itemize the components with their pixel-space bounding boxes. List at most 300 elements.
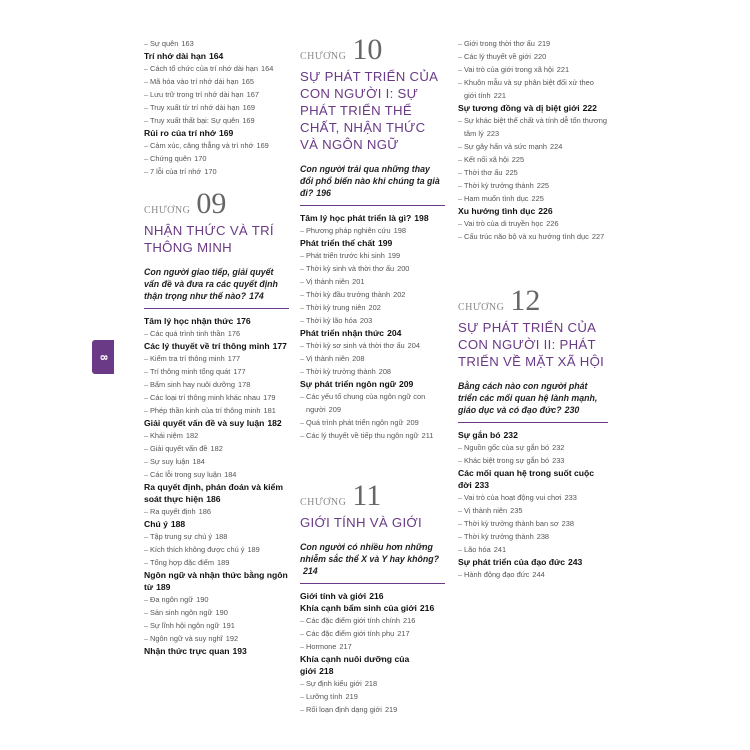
toc-subentry	[144, 606, 289, 619]
entry-page: 179	[263, 393, 276, 402]
entry-text: Các lý thuyết về trí thông minh	[144, 341, 270, 351]
entry-page: 190	[196, 595, 209, 604]
entry-text: Lưỡng tính	[306, 692, 343, 701]
toc-section-title	[300, 602, 445, 614]
chapter-title: NHẬN THỨC VÀ TRÍ THÔNG MINH	[144, 223, 274, 255]
toc-list	[458, 429, 608, 581]
toc-subentry	[144, 505, 289, 518]
toc-section-title	[458, 467, 608, 491]
entry-text: Vai trò của hoạt động vui chơi	[464, 493, 562, 502]
question-page: 174	[249, 291, 264, 301]
entry-text: Xu hướng tình dục	[458, 206, 536, 216]
entry-page: 219	[537, 39, 551, 48]
entry-text: Các loại trí thông minh khác nhau	[150, 393, 261, 402]
toc-subentry	[144, 455, 289, 468]
entry-page: 189	[217, 558, 230, 567]
entry-page: 193	[232, 646, 247, 656]
entry-page: 202	[393, 290, 406, 299]
entry-page: 186	[206, 494, 221, 504]
chapter-number: 10	[352, 33, 383, 66]
entry-page: 243	[568, 557, 583, 567]
entry-text: Sự gây hấn và sức mạnh	[464, 142, 548, 151]
entry-text: Cấu trúc não bộ và xu hướng tình dục	[464, 232, 589, 241]
entry-text: Vai trò của di truyền học	[464, 219, 544, 228]
chapter-heading	[458, 284, 608, 317]
entry-page: 232	[503, 430, 518, 440]
entry-page: 225	[531, 194, 544, 203]
toc-list	[300, 212, 445, 442]
entry-text: Các quá trình tinh thần	[150, 329, 225, 338]
entry-text: Phát triển trước khi sinh	[306, 251, 385, 260]
chapter-09	[144, 187, 289, 309]
chapter-heading	[300, 479, 445, 512]
entry-page: 176	[227, 329, 241, 338]
entry-text: Truy xuất thất bại: Sự quên	[150, 116, 240, 125]
entry-page: 218	[364, 679, 378, 688]
toc-subentry	[300, 339, 445, 352]
entry-text: Nhận thức trực quan	[144, 646, 230, 656]
toc-subentry	[458, 230, 608, 243]
toc-subentry	[144, 556, 289, 569]
entry-page: 224	[550, 142, 563, 151]
entry-text: Phương pháp nghiên cứu	[306, 226, 391, 235]
toc-subentry	[458, 63, 608, 76]
entry-text: Rối loạn định dạng giới	[306, 705, 382, 714]
toc-subentry	[300, 314, 445, 327]
entry-page: 209	[328, 405, 342, 414]
entry-text: Chú ý	[144, 519, 168, 529]
entry-text: Thời kỳ trưởng thành	[464, 181, 534, 190]
entry-text: Tập trung sự chú ý	[150, 532, 213, 541]
entry-text: Thời kỳ lão hóa	[306, 316, 357, 325]
toc-subentry	[300, 640, 445, 653]
entry-page: 170	[194, 154, 207, 163]
entry-text: Thời kỳ trưởng thành ban sơ	[464, 519, 559, 528]
entry-page: 217	[339, 642, 352, 651]
entry-page: 199	[387, 251, 401, 260]
page-number: 8	[97, 354, 109, 360]
entry-page: 216	[403, 616, 416, 625]
toc-subentry	[458, 192, 608, 205]
entry-text: Rủi ro của trí nhớ	[144, 128, 216, 138]
entry-page: 208	[378, 367, 392, 376]
entry-page: 217	[397, 629, 410, 638]
toc-section-title	[300, 653, 445, 677]
entry-text: Ham muốn tình dục	[464, 194, 529, 203]
toc-subentry	[144, 543, 289, 556]
entry-text: Các lý thuyết về tiếp thu ngôn ngữ	[306, 431, 419, 440]
toc-subentry	[144, 88, 289, 101]
entry-page: 216	[419, 603, 435, 613]
entry-text: Các đặc điểm giới tính chính	[306, 616, 400, 625]
toc-subentry	[458, 153, 608, 166]
entry-text: Sự lĩnh hội ngôn ngữ	[150, 621, 220, 630]
chapter-heading	[300, 33, 445, 66]
toc-subentry	[458, 114, 608, 140]
entry-text: Sự gắn bó	[458, 430, 501, 440]
entry-text: Các lý thuyết về giới	[464, 52, 531, 61]
entry-page: 220	[533, 52, 547, 61]
entry-text: Nguồn gốc của sự gắn bó	[464, 443, 550, 452]
entry-page: 233	[552, 456, 565, 465]
toc-list	[144, 315, 289, 657]
entry-page: 184	[224, 470, 237, 479]
entry-text: Thời kỳ đầu trưởng thành	[306, 290, 391, 299]
entry-text: Giới tính và giới	[300, 591, 367, 601]
entry-text: Vị thành niên	[306, 354, 350, 363]
chapter-question	[300, 163, 445, 206]
toc-subentry	[458, 454, 608, 467]
toc-column-3	[458, 36, 608, 585]
entry-page: 225	[511, 155, 525, 164]
entry-page: 202	[368, 303, 381, 312]
chapter-10	[300, 33, 445, 206]
toc-subentry	[300, 703, 445, 716]
entry-page: 222	[582, 103, 597, 113]
entry-text: Thời thơ ấu	[464, 168, 503, 177]
toc-subentry	[458, 217, 608, 230]
entry-text: Khía cạnh bẩm sinh của giới	[300, 603, 417, 613]
chapter-word: CHƯƠNG	[300, 51, 347, 62]
toc-section-title	[458, 429, 608, 441]
chapter-12	[458, 284, 608, 423]
toc-subentry	[144, 365, 289, 378]
toc-subentry	[144, 139, 289, 152]
entry-text: Khác biệt trong sự gắn bó	[464, 456, 550, 465]
toc-subentry	[300, 352, 445, 365]
entry-text: Lão hóa	[464, 545, 491, 554]
entry-text: Sự phát triển của đạo đức	[458, 557, 565, 567]
toc-section-title	[458, 102, 608, 114]
toc-subentry	[300, 301, 445, 314]
toc-section-title	[300, 237, 445, 249]
entry-text: Trí thông minh tổng quát	[150, 367, 231, 376]
toc-subentry	[300, 416, 445, 429]
entry-page: 167	[246, 90, 259, 99]
toc-subentry	[458, 37, 608, 50]
toc-section-title	[144, 417, 289, 429]
toc-section-title	[300, 212, 445, 224]
toc-subentry	[144, 391, 289, 404]
chapter-word: CHƯƠNG	[144, 205, 191, 216]
toc-section-title	[144, 50, 289, 62]
entry-page: 188	[215, 532, 228, 541]
toc-section-title	[144, 569, 289, 593]
entry-page: 221	[556, 65, 570, 74]
toc-section-title	[144, 315, 289, 327]
toc-subentry	[300, 249, 445, 262]
entry-text: Cảm xúc, căng thẳng và trí nhớ	[150, 141, 254, 150]
toc-column-2	[300, 33, 445, 720]
toc-subentry	[300, 677, 445, 690]
entry-page: 199	[377, 238, 393, 248]
question-text: Con người trải qua những thay đổi phổ biến nào khi chúng ta già đi?	[300, 164, 440, 198]
entry-text: Sự tương đồng và dị biệt giới	[458, 103, 580, 113]
entry-page: 177	[233, 367, 246, 376]
entry-text: Vai trò của giới trong xã hội	[464, 65, 554, 74]
question-text: Con người giao tiếp, giải quyết vấn đề và đưa ra các quyết định thận trọng như thế nào?	[144, 267, 278, 301]
toc-subentry	[144, 352, 289, 365]
entry-page: 238	[561, 519, 575, 528]
entry-page: 164	[260, 64, 274, 73]
toc-subentry	[458, 50, 608, 63]
chapter-heading	[144, 187, 289, 220]
question-page: 196	[316, 188, 331, 198]
entry-text: Bẩm sinh hay nuôi dưỡng	[150, 380, 235, 389]
entry-page: 209	[399, 379, 414, 389]
entry-page: 241	[493, 545, 507, 554]
entry-page: 178	[237, 380, 251, 389]
chapter-11	[300, 479, 445, 584]
entry-page: 219	[345, 692, 358, 701]
toc-section-title	[144, 645, 289, 657]
toc-subentry	[458, 441, 608, 454]
entry-text: Thời kỳ trưởng thành	[306, 367, 376, 376]
toc-subentry	[458, 179, 608, 192]
entry-page: 233	[564, 493, 577, 502]
entry-text: Giải quyết vấn đề và suy luận	[144, 418, 265, 428]
entry-text: Tổng hợp đặc điểm	[150, 558, 215, 567]
entry-text: Ngôn ngữ và nhận thức bằng ngôn từ	[144, 570, 288, 592]
entry-text: Sản sinh ngôn ngữ	[150, 608, 213, 617]
toc-subentry	[300, 288, 445, 301]
entry-text: 7 lỗi của trí nhớ	[150, 167, 202, 176]
toc-subentry	[144, 632, 289, 645]
entry-page: 165	[241, 77, 255, 86]
toc-subentry	[458, 140, 608, 153]
entry-page: 182	[185, 431, 199, 440]
toc-subentry	[144, 101, 289, 114]
entry-page: 219	[384, 705, 398, 714]
chapter-question	[144, 266, 289, 309]
entry-page: 226	[538, 206, 553, 216]
entry-page: 200	[397, 264, 410, 273]
entry-text: Các yếu tố chung của ngôn ngữ con người	[306, 392, 426, 414]
toc-subentry	[144, 593, 289, 606]
entry-text: Sự phát triển ngôn ngữ	[300, 379, 396, 389]
entry-page: 198	[414, 213, 429, 223]
entry-page: 208	[352, 354, 365, 363]
toc-column-1	[144, 36, 289, 661]
toc-section-title	[458, 205, 608, 217]
chapter-title: GIỚI TÍNH VÀ GIỚI	[300, 515, 422, 530]
toc-subentry	[300, 224, 445, 237]
entry-page: 163	[181, 39, 194, 48]
entry-text: Quá trình phát triển ngôn ngữ	[306, 418, 404, 427]
toc-subentry	[458, 166, 608, 179]
entry-text: Thời kỳ sinh và thời thơ ấu	[306, 264, 395, 273]
entry-text: Sự suy luận	[150, 457, 190, 466]
entry-page: 225	[505, 168, 518, 177]
entry-page: 226	[546, 219, 559, 228]
chapter-number: 12	[510, 284, 541, 317]
entry-page: 192	[225, 634, 239, 643]
toc-subentry	[144, 114, 289, 127]
entry-page: 225	[536, 181, 550, 190]
entry-page: 169	[242, 103, 255, 112]
toc-subentry	[144, 468, 289, 481]
entry-page: 189	[247, 545, 260, 554]
entry-page: 169	[219, 128, 234, 138]
entry-text: Hành động đạo đức	[464, 570, 530, 579]
entry-page: 223	[486, 129, 500, 138]
entry-text: Thời kỳ trưởng thành	[464, 532, 534, 541]
entry-page: 235	[510, 506, 523, 515]
entry-page: 203	[359, 316, 373, 325]
entry-text: Khía cạnh nuôi dưỡng của giới	[300, 654, 410, 676]
question-page: 214	[303, 566, 318, 576]
entry-text: Lưu trữ trong trí nhớ dài hạn	[150, 90, 244, 99]
entry-text: Các đặc điểm giới tính phụ	[306, 629, 395, 638]
toc-list	[144, 37, 289, 178]
toc-subentry	[300, 262, 445, 275]
entry-page: 190	[215, 608, 228, 617]
entry-text: Tâm lý học nhận thức	[144, 316, 234, 326]
entry-page: 177	[227, 354, 241, 363]
question-page: 230	[564, 405, 580, 415]
toc-subentry	[300, 275, 445, 288]
toc-subentry	[300, 365, 445, 378]
entry-page: 188	[170, 519, 186, 529]
chapter-title: SỰ PHÁT TRIỂN CỦA CON NGƯỜI II: PHÁT TRIỂN VỀ MẶT XÃ HỘI	[458, 320, 605, 369]
page-number-tab	[92, 340, 114, 374]
entry-text: Phát triển nhận thức	[300, 328, 385, 338]
toc-subentry	[458, 76, 608, 102]
entry-text: Trí nhớ dài hạn	[144, 51, 206, 61]
entry-page: 186	[198, 507, 211, 516]
toc-subentry	[144, 165, 289, 178]
entry-text: Ra quyết định	[150, 507, 196, 516]
toc-section-title	[300, 327, 445, 339]
toc-subentry	[458, 530, 608, 543]
question-text: Con người có nhiều hơn những nhiễm sắc thể X và Y hay không?	[300, 542, 440, 564]
entry-page: 164	[208, 51, 224, 61]
toc-subentry	[458, 568, 608, 581]
entry-text: Giới trong thời thơ ấu	[464, 39, 535, 48]
entry-page: 169	[242, 116, 255, 125]
toc-section-title	[144, 481, 289, 505]
toc-subentry	[144, 442, 289, 455]
entry-text: Phát triển thể chất	[300, 238, 375, 248]
toc-subentry	[300, 614, 445, 627]
toc-subentry	[300, 429, 445, 442]
entry-page: 204	[407, 341, 421, 350]
chapter-number: 11	[352, 479, 382, 512]
toc-subentry	[144, 327, 289, 340]
entry-text: Ngôn ngữ và suy nghĩ	[150, 634, 223, 643]
entry-text: Truy xuất từ trí nhớ dài hạn	[150, 103, 240, 112]
entry-page: 176	[236, 316, 251, 326]
entry-page: 170	[204, 167, 217, 176]
entry-page: 169	[256, 141, 269, 150]
entry-page: 201	[352, 277, 365, 286]
entry-page: 182	[210, 444, 223, 453]
toc-subentry	[144, 429, 289, 442]
entry-page: 184	[192, 457, 205, 466]
chapter-word: CHƯƠNG	[300, 497, 347, 508]
toc-subentry	[144, 530, 289, 543]
entry-page: 216	[369, 591, 384, 601]
entry-page: 221	[493, 91, 506, 100]
toc-subentry	[458, 517, 608, 530]
entry-text: Tâm lý học phát triển là gì?	[300, 213, 412, 223]
entry-page: 181	[263, 406, 276, 415]
chapter-question	[300, 541, 445, 584]
entry-text: Các lỗi trong suy luận	[150, 470, 222, 479]
toc-subentry	[144, 75, 289, 88]
entry-text: Đa ngôn ngữ	[150, 595, 194, 604]
entry-text: Vị thành niên	[464, 506, 508, 515]
entry-page: 204	[387, 328, 402, 338]
entry-page: 189	[156, 582, 171, 592]
entry-text: Các mối quan hệ trong suốt cuộc đời	[458, 468, 595, 490]
entry-text: Ra quyết định, phán đoán và kiểm soát thực hiện	[144, 482, 283, 504]
entry-page: 177	[272, 341, 287, 351]
chapter-number: 09	[196, 187, 227, 220]
entry-page: 244	[532, 570, 545, 579]
toc-subentry	[144, 152, 289, 165]
toc-subentry	[300, 390, 445, 416]
entry-text: Sự khác biệt thể chất và tính dễ tổn thương tâm lý	[464, 116, 607, 138]
entry-page: 238	[536, 532, 550, 541]
toc-section-title	[300, 378, 445, 390]
entry-text: Khuôn mẫu và sự phân biệt đối xử theo giới tính	[464, 78, 594, 100]
toc-list	[300, 590, 445, 716]
entry-text: Vị thành niên	[306, 277, 350, 286]
toc-section-title	[144, 340, 289, 352]
entry-text: Kết nối xã hội	[464, 155, 509, 164]
entry-page: 218	[319, 666, 334, 676]
toc-section-title	[144, 127, 289, 139]
entry-page: 198	[393, 226, 406, 235]
question-text: Bằng cách nào con người phát triển các mối quan hệ lành mạnh, giáo dục và có đạo đức?	[458, 381, 598, 415]
entry-page: 233	[474, 480, 490, 490]
toc-list	[458, 37, 608, 243]
entry-text: Hormone	[306, 642, 337, 651]
entry-text: Giải quyết vấn đề	[150, 444, 208, 453]
toc-subentry	[144, 619, 289, 632]
toc-section-title	[144, 518, 289, 530]
entry-text: Phép thần kinh của trí thông minh	[150, 406, 261, 415]
toc-subentry	[458, 543, 608, 556]
toc-subentry	[458, 504, 608, 517]
entry-text: Chứng quên	[150, 154, 192, 163]
toc-section-title	[300, 590, 445, 602]
entry-text: Cách tổ chức của trí nhớ dài hạn	[150, 64, 258, 73]
entry-text: Sự định kiểu giới	[306, 679, 362, 688]
entry-page: 232	[552, 443, 565, 452]
entry-text: Mã hóa vào trí nhớ dài hạn	[150, 77, 239, 86]
toc-section-title	[458, 556, 608, 568]
entry-page: 209	[406, 418, 419, 427]
entry-text: Khái niệm	[150, 431, 183, 440]
entry-page: 182	[267, 418, 282, 428]
toc-subentry	[144, 62, 289, 75]
entry-text: Sự quên	[150, 39, 179, 48]
toc-subentry	[300, 690, 445, 703]
toc-subentry	[144, 37, 289, 50]
entry-page: 191	[222, 621, 235, 630]
entry-text: Thời kỳ trung niên	[306, 303, 366, 312]
chapter-word: CHƯƠNG	[458, 302, 505, 313]
chapter-title: SỰ PHÁT TRIỂN CỦA CON NGƯỜI I: SỰ PHÁT TRIỂN THỂ CHẤT, NHẬN THỨC VÀ NGÔN NGỮ	[300, 69, 438, 152]
entry-text: Kích thích không được chú ý	[150, 545, 245, 554]
toc-subentry	[300, 627, 445, 640]
entry-page: 211	[421, 431, 434, 440]
entry-text: Thời kỳ sơ sinh và thời thơ ấu	[306, 341, 405, 350]
entry-page: 227	[591, 232, 605, 241]
entry-text: Kiểm tra trí thông minh	[150, 354, 225, 363]
